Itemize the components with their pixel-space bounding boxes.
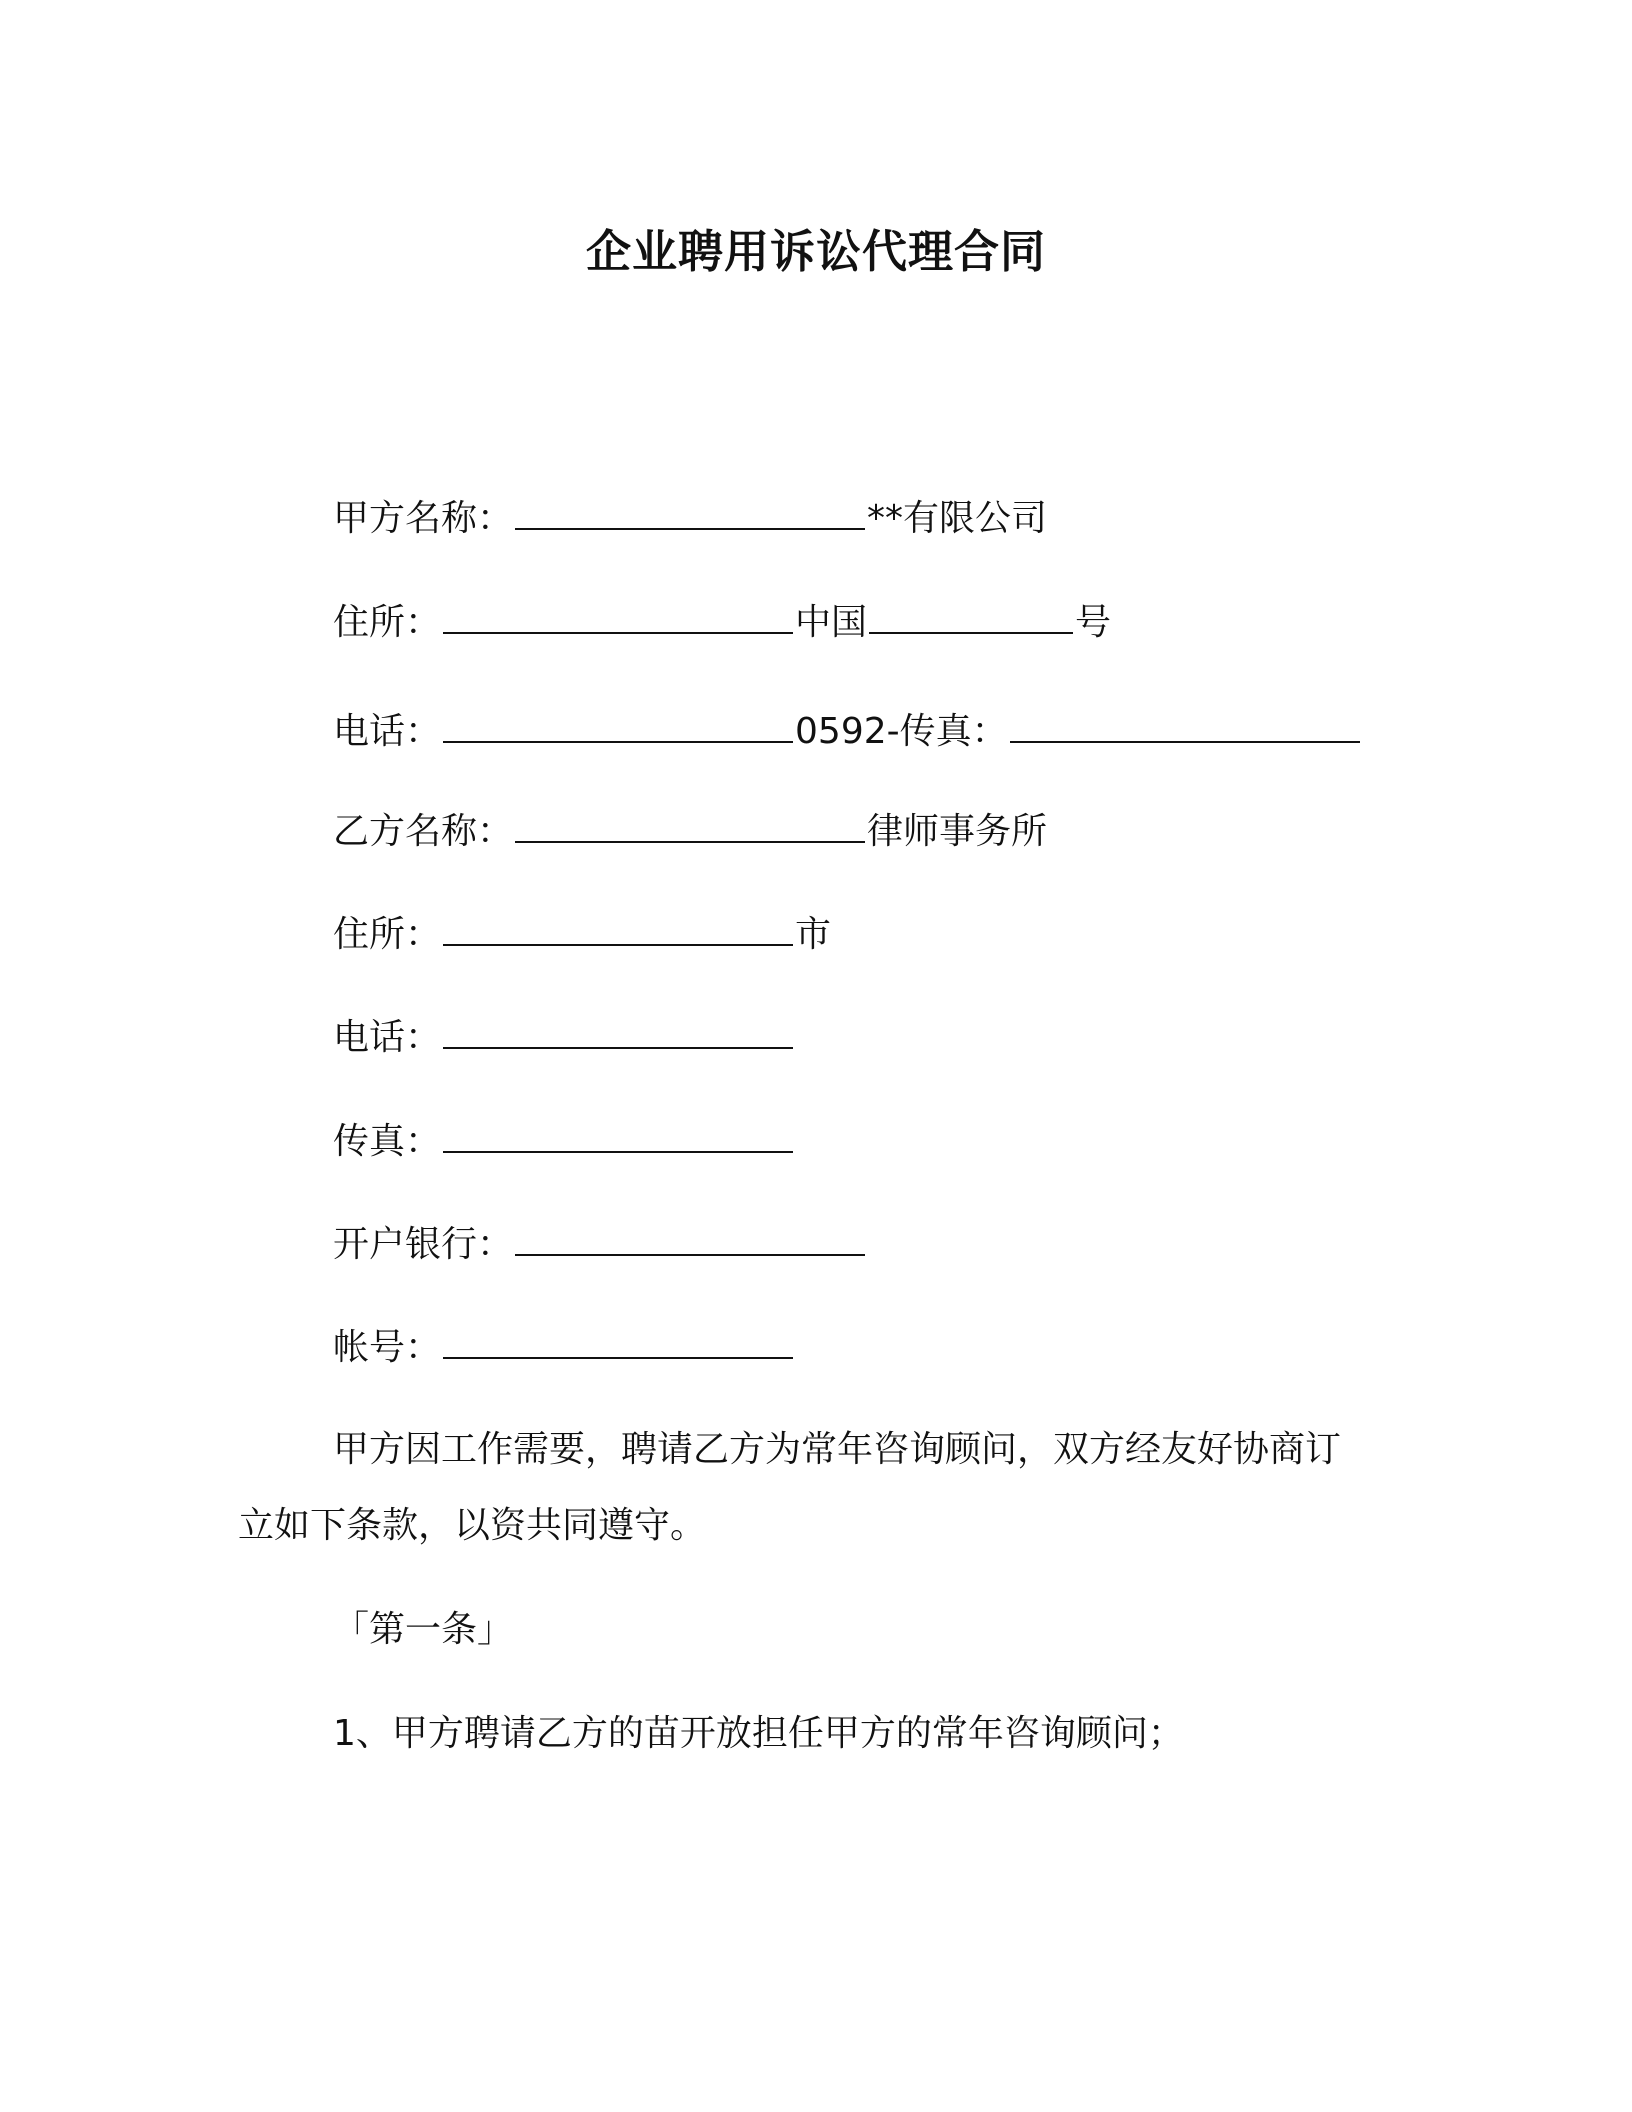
party-a-address-blank-2[interactable] (869, 596, 1073, 634)
party-a-name-label: 甲方名称： (333, 498, 514, 539)
party-b-account-blank[interactable] (443, 1321, 793, 1359)
party-b-bank-field (333, 1218, 867, 1269)
party-b-name-suffix: 律师事务所 (867, 811, 1048, 852)
party-b-bank-label: 开户银行： (333, 1224, 514, 1265)
party-b-account-label: 帐号： (333, 1327, 442, 1368)
party-b-address-field (333, 908, 831, 959)
party-b-phone-field (333, 1011, 795, 1062)
intro-paragraph (238, 1412, 1368, 1564)
party-b-account-field (333, 1321, 795, 1372)
party-a-phone-field (333, 705, 1362, 756)
party-b-bank-blank[interactable] (515, 1218, 865, 1256)
party-a-phone-blank[interactable] (443, 705, 793, 743)
party-b-name-field (333, 805, 1047, 856)
party-b-phone-label: 电话： (333, 1017, 442, 1058)
party-a-address-mid: 中国 (795, 602, 868, 643)
party-b-name-label: 乙方名称： (333, 811, 514, 852)
party-a-address-blank-1[interactable] (443, 596, 793, 634)
party-a-phone-label: 电话： (333, 711, 442, 752)
party-a-name-blank[interactable] (515, 492, 865, 530)
party-a-address-label: 住所： (333, 602, 442, 643)
clause-1: 1、甲方聘请乙方的苗开放担任甲方的常年咨询顾问； (333, 1713, 1184, 1754)
intro-line-1 (238, 1412, 1368, 1488)
document-title: 企业聘用诉讼代理合同 (585, 225, 1046, 278)
party-b-fax-blank[interactable] (443, 1115, 793, 1153)
party-a-name-suffix: **有限公司 (867, 498, 1048, 539)
article-1-heading: 「第一条」 (333, 1609, 514, 1650)
intro-line-2: 立如下条款，以资共同遵守。 (238, 1505, 707, 1546)
party-a-fax-blank[interactable] (1010, 705, 1360, 743)
party-b-name-blank[interactable] (515, 805, 865, 843)
party-b-fax-label: 传真： (333, 1121, 442, 1162)
intro-line-1-text: 甲方因工作需要，聘请乙方为常年咨询顾问，双方经友好协商订 (333, 1429, 1342, 1470)
party-a-name-field (333, 492, 1047, 543)
party-b-fax-field (333, 1115, 795, 1166)
party-a-phone-mid: 0592-传真： (795, 711, 1008, 752)
party-b-address-blank[interactable] (443, 908, 793, 946)
party-b-address-label: 住所： (333, 914, 442, 955)
party-a-address-suffix: 号 (1075, 602, 1112, 643)
party-b-phone-blank[interactable] (443, 1011, 793, 1049)
party-a-address-field (333, 596, 1111, 647)
party-b-address-suffix: 市 (795, 914, 832, 955)
